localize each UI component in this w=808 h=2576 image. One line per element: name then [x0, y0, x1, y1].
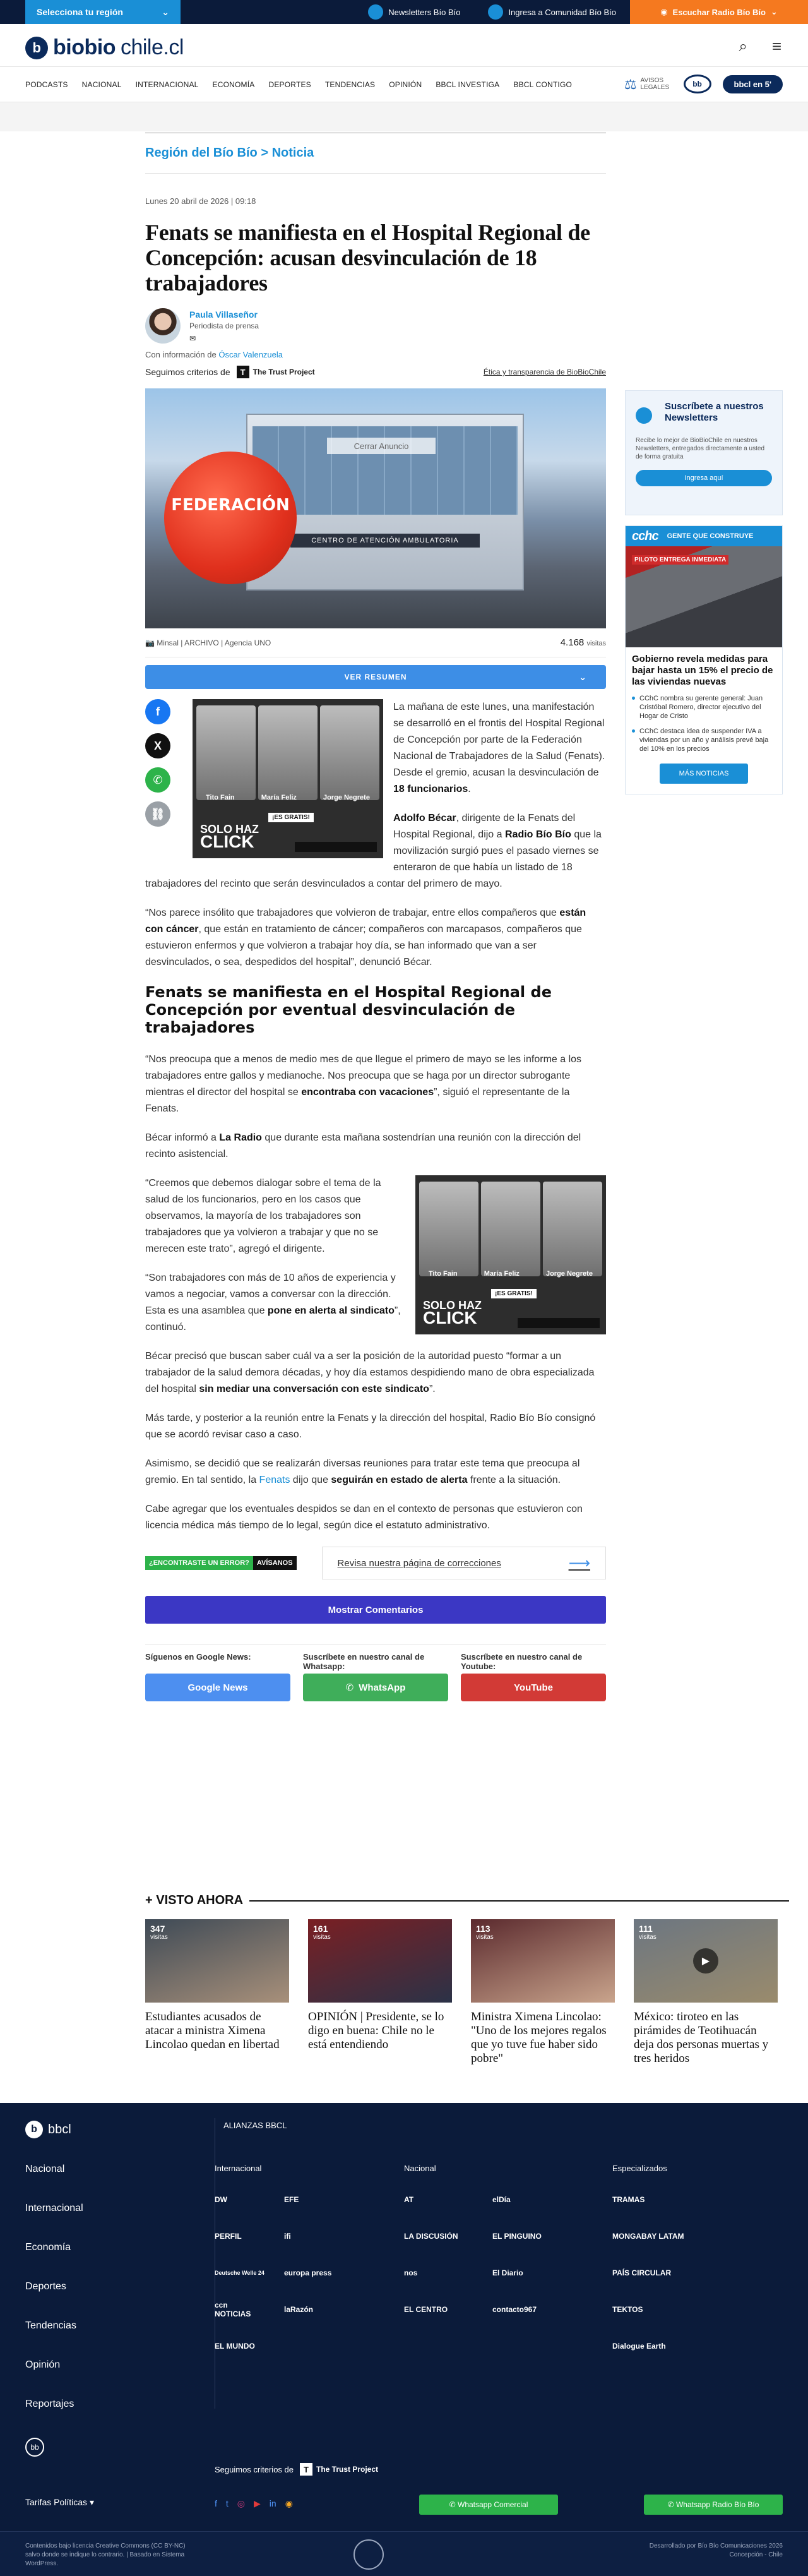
partner-logo[interactable]: PERFIL: [215, 2232, 242, 2241]
nav-opinion[interactable]: OPINIÓN: [389, 80, 422, 89]
partner-logo[interactable]: TRAMAS: [612, 2195, 645, 2204]
card-title: Ministra Ximena Lincolao: "Uno de los mejores regalos que yo tuve fue haber sido pobre": [471, 2010, 607, 2065]
partner-logo[interactable]: ccn NOTICIAS: [215, 2301, 251, 2318]
article-content: [145, 699, 606, 1534]
whatsapp-icon: ✆: [667, 2500, 676, 2509]
card-views: 111 visitas: [639, 1924, 656, 1941]
cchc-strip: [626, 526, 782, 546]
whatsapp-share-icon[interactable]: ✆: [145, 767, 170, 793]
trust-project-icon: T: [300, 2463, 312, 2476]
breadcrumb[interactable]: Región del Bío Bío > Noticia: [145, 133, 606, 174]
news-thumbnail: [308, 1919, 452, 2003]
tarifas-label: Tarifas Políticas: [25, 2497, 88, 2507]
card-views: 113 visitas: [476, 1924, 494, 1941]
chevron-down-icon: ⌄: [770, 7, 778, 16]
instagram-icon[interactable]: ◎: [237, 2498, 245, 2508]
footer-criterios: [215, 2463, 378, 2476]
cchc-pill: PILOTO ENTREGA INMEDIATA: [632, 555, 728, 565]
trust-project-logo[interactable]: [237, 366, 315, 378]
footer-logo[interactable]: [25, 2121, 71, 2138]
cchc-logo: cchc: [632, 529, 658, 543]
card-views: 161 visitas: [313, 1924, 331, 1941]
list-item[interactable]: CChC nombra su gerente general: Juan Cristóbal Romero, director ejecutivo del Hogar de Cristo: [626, 688, 782, 721]
ad-solo: SOLO HAZ CLICK: [200, 823, 259, 851]
ad-solo: SOLO HAZ CLICK: [423, 1299, 482, 1327]
footer-nav-item[interactable]: Reportajes: [25, 2399, 74, 2409]
view-count: [561, 637, 606, 648]
list-item[interactable]: CChC destaca idea de suspender IVA a viviendas por un año y análisis prevé baja del 10% en los precios: [626, 721, 782, 753]
paragraph: Cabe agregar que los eventuales despidos se dan en el contexto de personas que estuvieron con licencia médica más tiempo de lo legal, según dice el estatuto administrativo.: [145, 1504, 583, 1531]
linkedin-icon[interactable]: in: [269, 2498, 276, 2508]
site-logo[interactable]: [25, 35, 184, 60]
card-views: 347 visitas: [150, 1924, 168, 1941]
criterios-label: Seguimos criterios de: [145, 367, 230, 377]
cchc-tagline: GENTE QUE CONSTRUYE: [667, 532, 754, 540]
logo-light: chile.cl: [120, 35, 184, 59]
ad-banner[interactable]: [193, 699, 383, 858]
nav-deportes[interactable]: DEPORTES: [268, 80, 311, 89]
partner-logo: [354, 2302, 404, 2317]
correcciones-label: Revisa nuestra página de correcciones: [337, 1557, 501, 1569]
col-title: Internacional: [215, 2164, 262, 2173]
cchc-list: [626, 688, 782, 753]
partner-logo[interactable]: nos: [404, 2268, 418, 2277]
camera-icon: 📷: [145, 638, 157, 647]
article-body: [145, 699, 606, 1701]
mail-icon: [368, 4, 383, 20]
ad-band: [0, 102, 808, 131]
author-name[interactable]: Paula Villaseñor: [189, 309, 258, 320]
caret-down-icon: ▾: [89, 2497, 94, 2507]
show-comments-button[interactable]: Mostrar Comentarios: [145, 1596, 606, 1624]
visto-cards: [145, 1919, 789, 2066]
article-title: Fenats se manifiesta en el Hospital Regional de Concepción: acusan desvinculación de 18 trabajadores: [145, 220, 590, 296]
whatsapp-icon: ✆: [345, 1682, 354, 1693]
youtube-label: Suscríbete en nuestro canal de Youtube:: [461, 1652, 583, 1671]
partner-logo: [354, 2265, 404, 2280]
partner-logo: [354, 2192, 404, 2207]
partner-logo[interactable]: Deutsche Welle 24: [215, 2270, 264, 2276]
paragraph: Más tarde, y posterior a la reunión entre la Fenats y la dirección del hospital, Radio Bío Bío consignó que se acordó revisar caso a caso.: [145, 1413, 596, 1440]
whatsapp-radio-button[interactable]: [644, 2495, 783, 2515]
cchc-photo: [626, 546, 782, 647]
views-number: 4.168: [560, 637, 585, 648]
top-bar: [0, 0, 808, 24]
license-text: Contenidos bajo licencia Creative Commons (CC BY-NC) salvo donde se indique lo contrario. | Basado en Sistema WordPress.: [25, 2543, 186, 2567]
correcciones-link[interactable]: [322, 1547, 606, 1579]
whatsapp-button[interactable]: [303, 1674, 448, 1701]
footer-nav-item[interactable]: Deportes: [25, 2281, 66, 2292]
wa-comercial-label: Whatsapp Comercial: [458, 2500, 528, 2509]
partner-logo[interactable]: EL PINGUINO: [492, 2232, 542, 2241]
author-block: [145, 308, 606, 344]
newsletter-text: Recibe lo mejor de BioBioChile en nuestros Newsletters, entregados directamente a usted de forma gratuita: [636, 437, 764, 460]
region-label: Selecciona tu región: [37, 7, 123, 17]
news-thumbnail: [634, 1919, 778, 2003]
paragraph: Asimismo, se decidió que se realizarán diversas reuniones para tratar este tema que preocupa al gremio. En tal sentido, la Fenats dijo que seguirán en estado de alerta frente a la situación.: [145, 1458, 580, 1485]
nav-economia[interactable]: ECONOMÍA: [212, 80, 255, 89]
info-credit: [145, 350, 606, 359]
avisos-legales-link[interactable]: [624, 77, 672, 91]
partner-logo[interactable]: DW: [215, 2195, 227, 2204]
footer-criterios-label: Seguimos criterios de: [215, 2464, 294, 2474]
paragraph: Adolfo Bécar, dirigente de la Fenats del Hospital Regional, dijo a Radio Bío Bío que la movilización surgió pues el pasado viernes se enteraron de que había un listado de 18 trabajadores del recinto que serán desvinculados a contar del primero de mayo.: [145, 813, 602, 889]
footer-nav-item[interactable]: Tendencias: [25, 2320, 76, 2331]
tarifas-politicas-dropdown[interactable]: [25, 2497, 94, 2508]
ver-resumen-button[interactable]: [145, 665, 606, 689]
report-error-button[interactable]: [145, 1556, 297, 1570]
error-green-label: ¿ENCONTRASTE UN ERROR?: [145, 1556, 253, 1570]
facebook-icon[interactable]: f: [215, 2498, 217, 2508]
rss-icon[interactable]: ◉: [285, 2498, 293, 2508]
footer-social-icons: [215, 2498, 293, 2509]
info-author-link[interactable]: Óscar Valenzuela: [218, 350, 283, 359]
ad-gratis: ¡ES GRATIS!: [491, 1289, 537, 1298]
cchc-ad[interactable]: [625, 525, 783, 794]
chevron-down-icon: ⌄: [579, 671, 587, 682]
newsletters-link[interactable]: [354, 0, 474, 24]
newsletters-label: Newsletters Bío Bío: [388, 7, 461, 17]
partner-logo[interactable]: Dialogue Earth: [612, 2342, 666, 2351]
trust-project-icon: T: [237, 366, 249, 378]
facebook-share-icon[interactable]: f: [145, 699, 170, 724]
partner-logo: [354, 2229, 404, 2244]
visto-ahora: [145, 1893, 789, 2066]
wa-radio-label: Whatsapp Radio Bío Bío: [675, 2500, 759, 2509]
building-sign: CENTRO DE ATENCIÓN AMBULATORIA: [290, 534, 480, 548]
partner-logo[interactable]: MONGABAY LATAM: [612, 2232, 684, 2241]
google-news-label: Síguenos en Google News:: [145, 1652, 251, 1662]
news-card[interactable]: [308, 1919, 452, 2066]
paragraph: “Creemos que debemos dialogar sobre el tema de la salud de los funcionarios, pero en los casos que observamos, la mayoría de los trabajadores son trabajadores que ya volvieron a trabajar y que no se merecen este trato”, agregó el dirigente.: [145, 1178, 381, 1254]
nav-nacional[interactable]: NACIONAL: [81, 80, 122, 89]
arrow-right-icon: ⟶: [568, 1554, 590, 1572]
nav-tendencias[interactable]: TENDENCIAS: [324, 80, 376, 89]
x-share-icon[interactable]: X: [145, 733, 170, 758]
ad-brand-strip: [295, 842, 377, 852]
news-thumbnail: [145, 1919, 289, 2003]
scales-icon: ⚖: [624, 76, 637, 92]
views-label: visitas: [586, 640, 606, 647]
share-bar: [145, 699, 170, 836]
alianzas-especializados: [612, 2164, 739, 2354]
ad-brand-strip: [518, 1318, 600, 1328]
paragraph: La mañana de este lunes, una manifestación se desarrolló en el frontis del Hospital Regional de Concepción por parte de la Federación Nacional de Trabajadores de la Salud (Fenats). Desde el gremio, acusan la desvinculación de 18 funcionarios.: [393, 702, 605, 794]
whatsapp-button-label: WhatsApp: [359, 1682, 406, 1693]
youtube-button[interactable]: YouTube: [461, 1674, 606, 1701]
play-icon[interactable]: ▶: [693, 1948, 718, 1974]
trust-project-logo[interactable]: [300, 2463, 378, 2476]
image-credit: [145, 638, 271, 647]
user-icon: [488, 4, 503, 20]
news-thumbnail: [471, 1919, 615, 2003]
footer-nav: [25, 2164, 83, 2484]
site-header: [0, 24, 808, 67]
newsletter-button[interactable]: Ingresa aquí: [636, 470, 772, 486]
google-news-button[interactable]: Google News: [145, 1674, 290, 1701]
alianzas-columns: [215, 2164, 783, 2354]
avisos-label: AVISOS LEGALES: [640, 77, 670, 91]
footer-nav-item[interactable]: Nacional: [25, 2164, 65, 2174]
footer-nav-item[interactable]: Internacional: [25, 2203, 83, 2214]
ad-names: Tito Fain María Feliz Jorge Negrete: [206, 794, 370, 801]
ad-people: [196, 705, 379, 800]
whatsapp-label: Suscríbete en nuestro canal de Whatsapp:: [303, 1652, 425, 1671]
criterios-row: [145, 366, 606, 378]
card-title: OPINIÓN | Presidente, se lo digo en buena: Chile no le está entendiendo: [308, 2010, 444, 2051]
ad-names: Tito Fain María Feliz Jorge Negrete: [429, 1270, 593, 1278]
partner-logo[interactable]: AT: [404, 2195, 414, 2204]
follow-row: [145, 1644, 606, 1701]
partner-logo[interactable]: ifi: [284, 2232, 291, 2241]
trust-project-label: The Trust Project: [252, 368, 315, 376]
copy-link-icon[interactable]: ⛓: [145, 801, 170, 827]
etica-link[interactable]: Ética y transparencia de BioBioChile: [483, 368, 606, 376]
paragraph: “Nos parece insólito que trabajadores que volvieron de trabajar, entre ellos compañeros que están con cáncer, que están en tratamiento de cáncer; compañeros con marcapasos, compañeros que estuvieron enfermos y que volvieron a trabajar hoy día, se han informado que van a ser desvinculados, o sea, despedidos del hospital”, denunció Bécar.: [145, 908, 586, 967]
logo-mark-icon: b: [25, 2121, 43, 2138]
card-title: Estudiantes acusados de atacar a ministra Ximena Lincolao quedan en libertad: [145, 2010, 280, 2051]
main-nav: [0, 67, 808, 102]
partner-logo[interactable]: LA DISCUSIÓN: [404, 2232, 458, 2241]
paragraph: Bécar informó a La Radio que durante esta mañana sostendrían una reunión con la dirección del recinto asistencial.: [145, 1132, 581, 1159]
partner-logo[interactable]: contacto967: [492, 2305, 537, 2314]
comunidad-link[interactable]: [474, 0, 630, 24]
nav-bbcl-contigo[interactable]: BBCL CONTIGO: [513, 80, 573, 89]
newsletter-icon: [636, 407, 652, 424]
article: [145, 133, 606, 1701]
visto-title: + VISTO AHORA: [145, 1893, 244, 1907]
nav-internacional[interactable]: INTERNACIONAL: [135, 80, 199, 89]
news-card[interactable]: [471, 1919, 615, 2066]
search-icon[interactable]: ⌕: [739, 38, 747, 55]
footer-radio-logo[interactable]: bb: [25, 2438, 44, 2457]
article-subheading: Fenats se manifiesta en el Hospital Regional de Concepción por eventual desvinculación de trabajadores: [145, 983, 552, 1036]
envelope-icon[interactable]: ✉: [189, 333, 196, 343]
twitter-icon[interactable]: t: [225, 2498, 229, 2508]
ad-people: [419, 1182, 602, 1276]
nav-bbcl-investiga[interactable]: BBCL INVESTIGA: [436, 80, 500, 89]
paragraph: “Nos preocupa que a menos de medio mes de que llegue el primero de mayo se les informe a los trabajadores entre gallos y medianoche. Nos preocupa que se haga por un director subrogante mientras el director del hospital se encontraba con vacaciones”, siguió el representante de la Fenats.: [145, 1054, 582, 1114]
chevron-down-icon: ⌄: [162, 6, 169, 17]
col-title: Nacional: [404, 2164, 436, 2173]
cchc-headline[interactable]: Gobierno revela medidas para bajar hasta un 15% el precio de las viviendas nuevas: [632, 654, 773, 687]
partner-logo[interactable]: TEKTOS: [612, 2305, 643, 2314]
footer-nav-item[interactable]: Opinión: [25, 2359, 61, 2370]
radio-tv-logo[interactable]: bb: [684, 75, 711, 93]
site-footer: [0, 2103, 808, 2576]
hero-image: [145, 388, 606, 628]
partner-logo[interactable]: europa press: [284, 2268, 332, 2277]
news-card[interactable]: [634, 1919, 778, 2066]
newsletter-title: Suscríbete a nuestros Newsletters: [665, 401, 764, 423]
partner-logo[interactable]: EFE: [284, 2195, 299, 2204]
credit-text: Minsal | ARCHIVO | Agencia UNO: [157, 638, 271, 647]
footer-logo-text: bbcl: [48, 2122, 71, 2136]
fenats-balloon: [164, 452, 297, 584]
partner-logo[interactable]: elDía: [492, 2195, 511, 2204]
newsletter-box: [625, 390, 783, 515]
region-selector[interactable]: [25, 0, 181, 24]
visto-heading: [145, 1893, 789, 1908]
error-report-row: [145, 1547, 606, 1579]
whatsapp-comercial-button[interactable]: [419, 2495, 558, 2515]
paragraph: Bécar precisó que buscan saber cuál va a ser la posición de la autoridad puesto “formar a un trabajador de la salud demora décadas, y hoy día estamos despidiendo mano de obra especializada del hospital sin mediar una conversación con este sindicato”.: [145, 1351, 595, 1394]
resumen-label: VER RESUMEN: [344, 673, 407, 681]
ad-banner[interactable]: [415, 1175, 606, 1334]
article-date: Lunes 20 abril de 2026 | 09:18: [145, 196, 256, 206]
alianzas-internacional: [215, 2164, 404, 2354]
listen-radio-label: Escuchar Radio Bío Bío: [672, 7, 766, 17]
more-news-button[interactable]: MÁS NOTICIAS: [660, 764, 748, 784]
error-dark-label: AVÍSANOS: [253, 1556, 297, 1570]
author-role: Periodista de prensa: [189, 321, 259, 330]
youtube-icon[interactable]: ▶: [254, 2498, 261, 2508]
seal-icon: [354, 2539, 384, 2570]
alianzas-nacional: [404, 2164, 612, 2354]
hamburger-menu-icon[interactable]: ≡: [771, 37, 781, 56]
news-card[interactable]: [145, 1919, 289, 2066]
nav-podcasts[interactable]: PODCASTS: [25, 80, 68, 89]
logo-bold: biobio: [53, 35, 116, 59]
card-title: México: tiroteo en las pirámides de Teotihuacán deja dos personas muertas y tres heridos: [634, 2010, 769, 2065]
logo-mark-icon: b: [25, 37, 48, 59]
bbcl-en-5-button[interactable]: bbcl en 5': [723, 75, 783, 93]
partner-logo[interactable]: El Diario: [492, 2268, 523, 2277]
sidebar: [625, 390, 783, 794]
play-icon: ◉: [660, 7, 668, 16]
partner-logo[interactable]: EL CENTRO: [404, 2305, 448, 2314]
ad-gratis: ¡ES GRATIS!: [268, 813, 314, 822]
footer-bottom: [0, 2531, 808, 2576]
info-prefix: Con información de: [145, 350, 217, 359]
comunidad-label: Ingresa a Comunidad Bío Bío: [508, 7, 616, 17]
paragraph: “Son trabajadores con más de 10 años de experiencia y vamos a negociar, vamos a conversar con la dirección. Esta es una asamblea que pone en alerta al sindicato”, continuó.: [145, 1273, 401, 1333]
developer-text: Desarrollado por Bío Bío Comunicaciones 2026 Concepción - Chile: [649, 2543, 783, 2558]
partner-logo[interactable]: laRazón: [284, 2305, 314, 2314]
trust-project-label: The Trust Project: [316, 2465, 379, 2474]
listen-radio-button[interactable]: [630, 0, 808, 24]
alianzas-title: ALIANZAS BBCL: [223, 2121, 287, 2130]
image-credit-row: [145, 628, 606, 657]
fenats-link[interactable]: Fenats: [259, 1475, 290, 1485]
balloon-text: FEDERACIÓN: [171, 496, 290, 515]
partner-logo[interactable]: EL MUNDO: [215, 2342, 255, 2351]
footer-nav-item[interactable]: Economía: [25, 2242, 71, 2253]
col-title: Especializados: [612, 2164, 667, 2173]
author-avatar: [145, 308, 181, 344]
partner-logo[interactable]: PAÍS CIRCULAR: [612, 2268, 672, 2277]
close-ad-button[interactable]: Cerrar Anuncio: [327, 438, 436, 454]
whatsapp-icon: ✆: [449, 2500, 458, 2509]
